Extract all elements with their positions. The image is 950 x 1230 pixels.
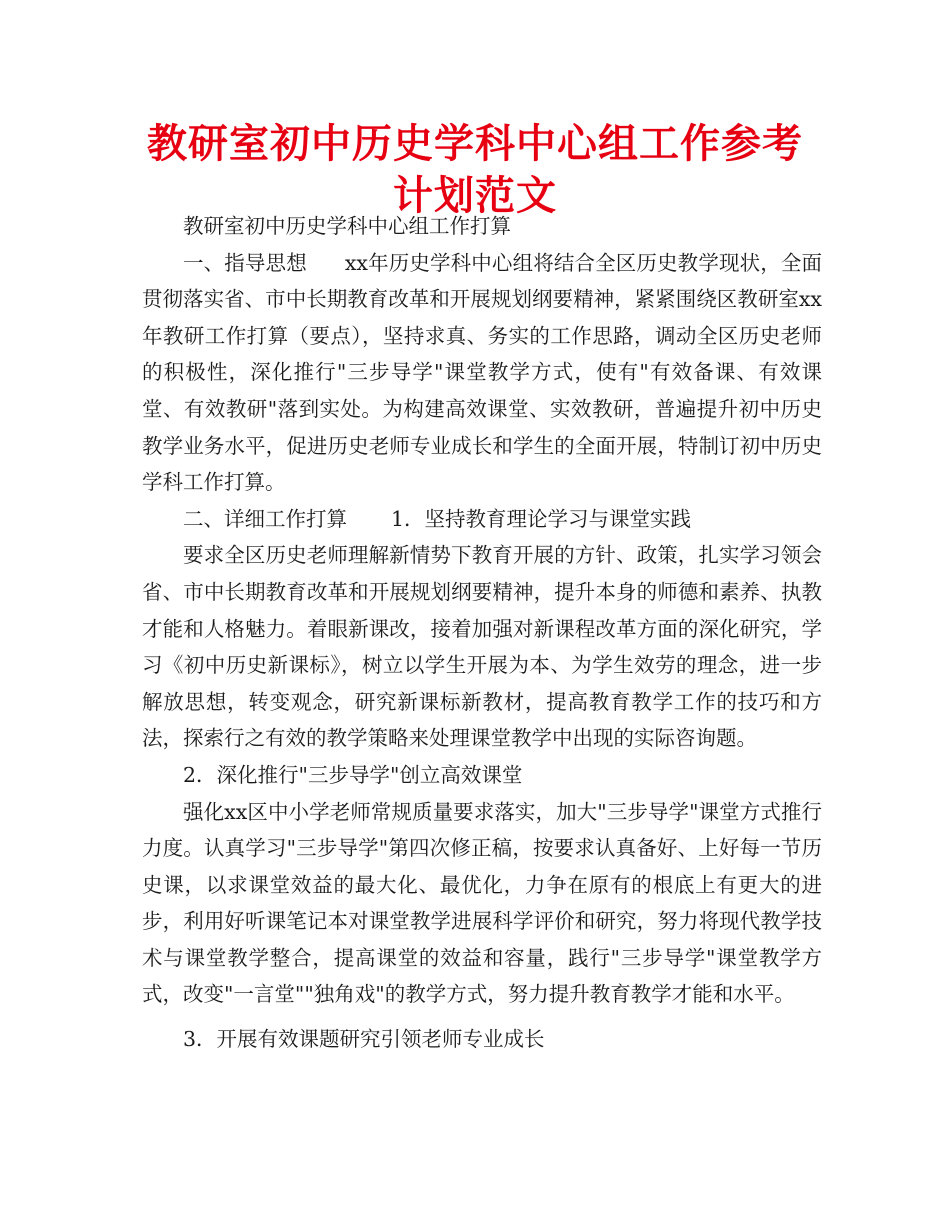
document-body <box>142 208 822 1058</box>
item-2-text: 强化xx区中小学老师常规质量要求落实，加大"三步导学"课堂方式推行力度。认真学习"三步导学"第四次修正稿，按要求认真备好、上好每一节历史课，以求课堂效益的最大化、最优化，力争在原有的根底上有更大的进步，利用好听课笔记本对课堂教学进展科学评价和研究，努力将现代教学技术与课堂教学整合，提高课堂的效益和容量，践行"三步导学"课堂教学方式，改变"一言堂""独角戏"的教学方式，努力提升教育教学才能和水平。 <box>142 799 822 1007</box>
section-2-paragraph <box>142 501 822 538</box>
section-1-paragraph <box>142 245 822 501</box>
item-3-heading: 3．开展有效课题研究引领老师专业成长 <box>183 1027 545 1052</box>
document-subtitle: 教研室初中历史学科中心组工作打算 <box>183 214 511 238</box>
section-1-text: xx年历史学科中心组将结合全区历史教学现状，全面贯彻落实省、市中长期教育改革和开展规划纲要精神，紧紧围绕区教研室xx年教研工作打算（要点），坚持求真、务实的工作思路，调动全区历史老师的积极性，深化推行"三步导学"课堂教学方式，使有"有效备课、有效课堂、有效教研"落到实处。为构建高效课堂、实效教研，普遍提升初中历史教学业务水平，促进历史老师专业成长和学生的全面开展，特制订初中历史学科工作打算。 <box>142 250 823 495</box>
item-1-text: 要求全区历史老师理解新情势下教育开展的方针、政策，扎实学习领会省、市中长期教育改革和开展规划纲要精神，提升本身的师德和素养、执教才能和人格魅力。着眼新课改，接着加强对新课程改革方面的深化研究，学习《初中历史新课标》，树立以学生开展为本、为学生效劳的理念，进一步解放思想，转变观念，研究新课标新教材，提高教育教学工作的技巧和方法，探索行之有效的教学策略来处理课堂教学中出现的实际咨询题。 <box>142 543 822 751</box>
item-1-heading: 1．坚持教育理论学习与课堂实践 <box>391 506 692 531</box>
section-2-heading: 二、详细工作打算 <box>183 506 347 531</box>
section-1-heading: 一、指导思想 <box>183 250 307 275</box>
document-title: 教研室初中历史学科中心组工作参考计划范文 <box>147 121 803 219</box>
item-2-heading: 2．深化推行"三步导学"创立高效课堂 <box>183 762 523 787</box>
